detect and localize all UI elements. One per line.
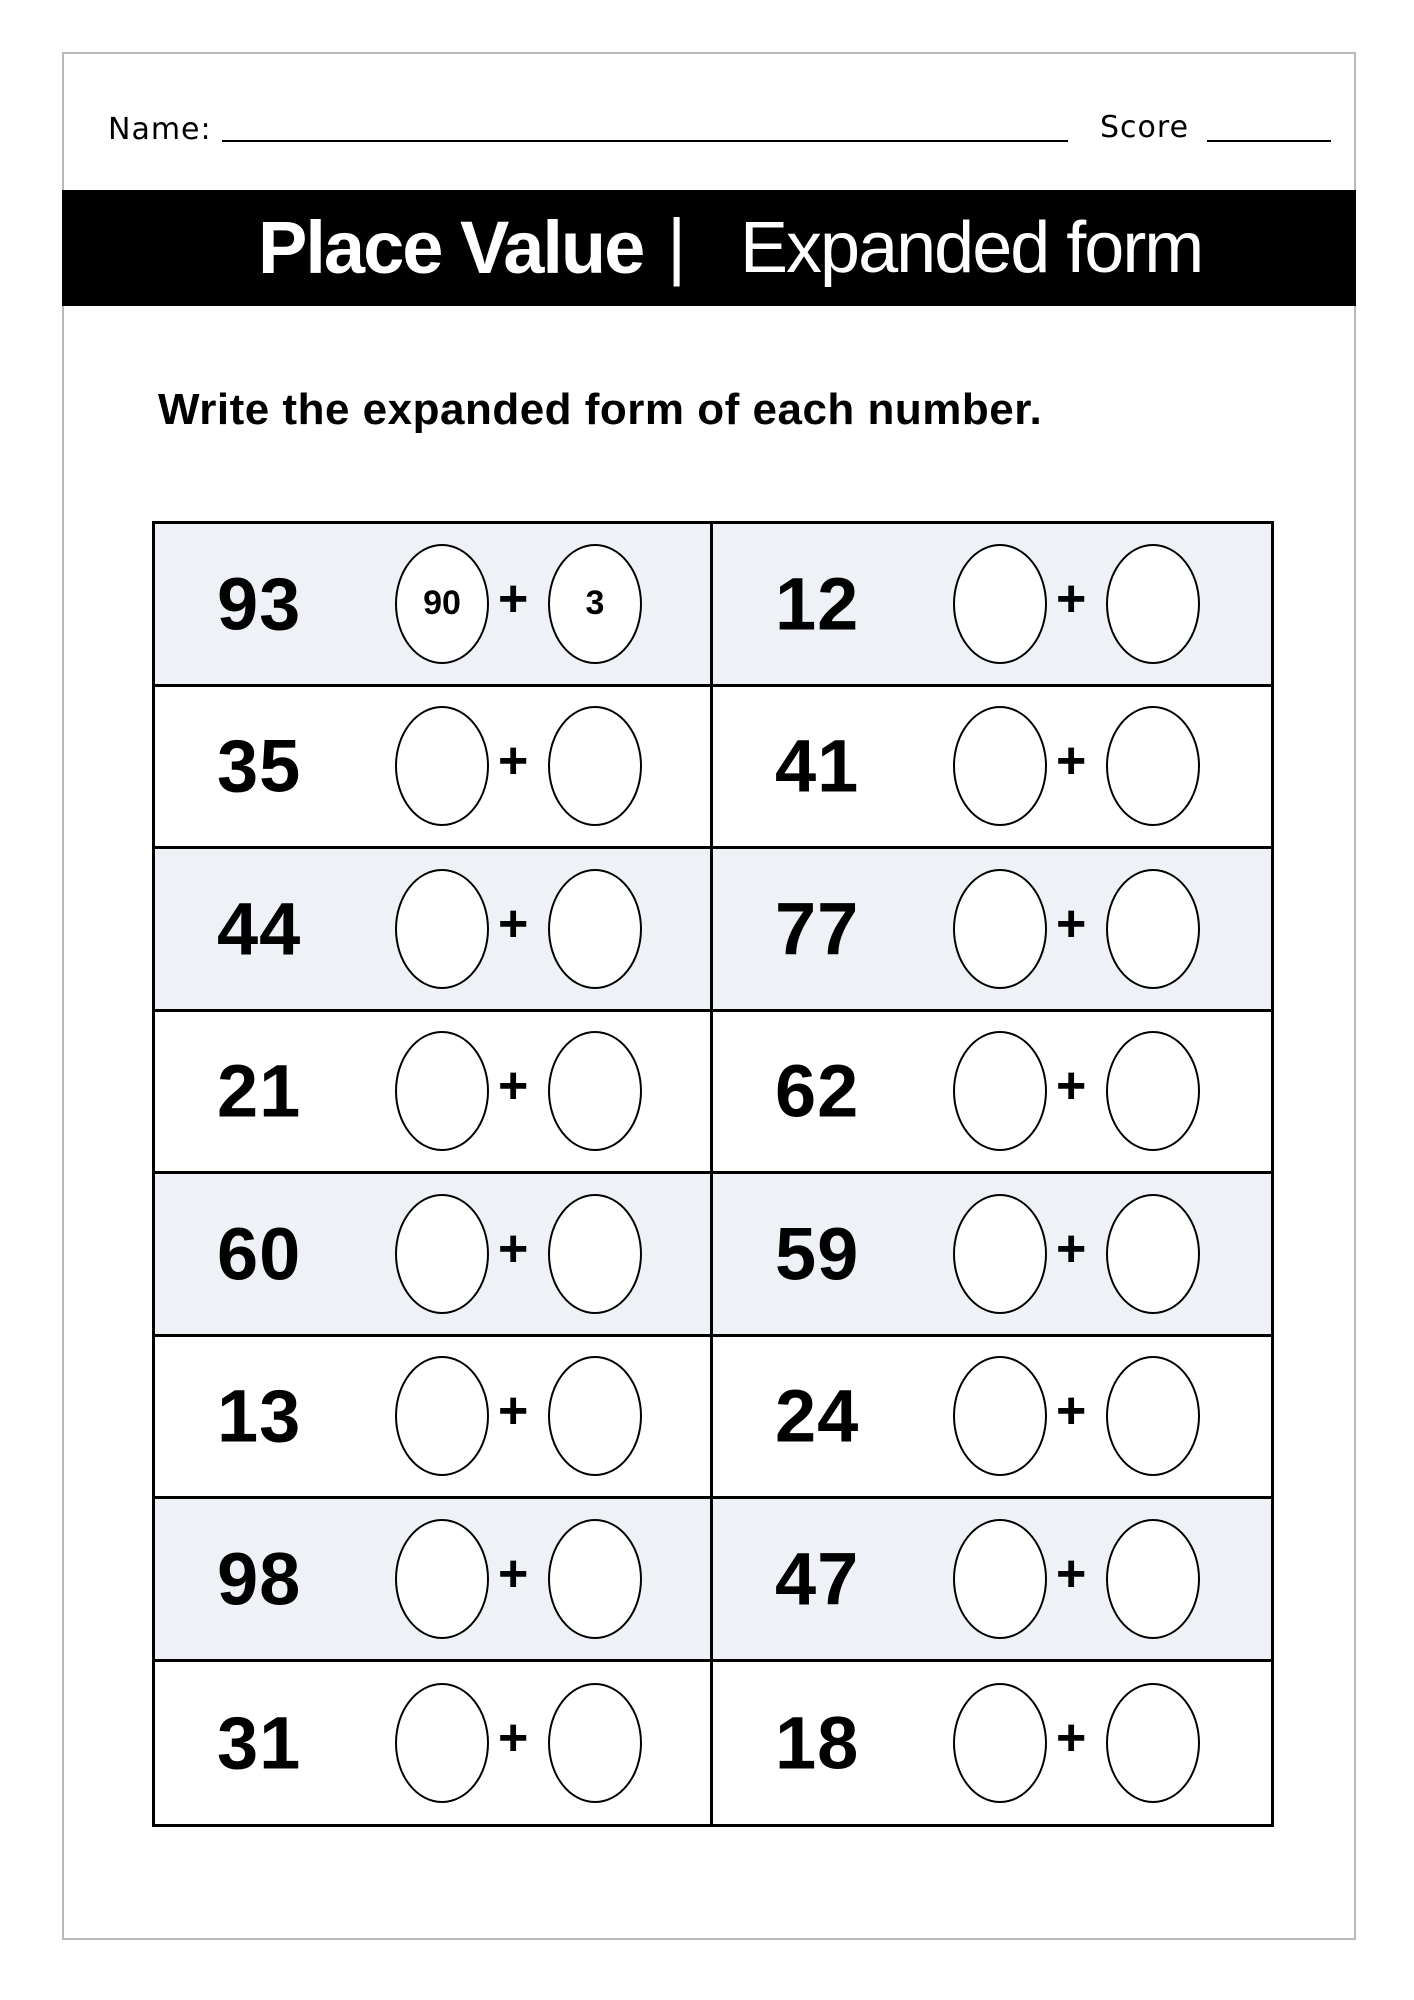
tens-answer-oval[interactable] <box>953 544 1047 664</box>
exercise-cell <box>155 524 713 687</box>
page-subtitle: Expanded form <box>740 208 1203 288</box>
ones-answer-oval[interactable] <box>1106 1519 1200 1639</box>
name-field[interactable] <box>222 140 1068 142</box>
exercise-cell <box>155 1337 713 1500</box>
ones-answer-oval[interactable] <box>548 1519 642 1639</box>
plus-sign: + <box>1056 1544 1087 1603</box>
plus-sign: + <box>498 894 529 953</box>
plus-sign: + <box>498 732 529 791</box>
exercise-number: 24 <box>775 1374 860 1458</box>
exercise-cell <box>713 524 1271 687</box>
tens-answer-oval[interactable] <box>953 1356 1047 1476</box>
score-field[interactable] <box>1207 140 1331 142</box>
ones-answer-oval[interactable] <box>548 1356 642 1476</box>
tens-answer-oval[interactable] <box>953 869 1047 989</box>
exercise-number: 35 <box>217 724 302 808</box>
ones-answer-oval[interactable] <box>1106 1683 1200 1803</box>
tens-answer-oval[interactable] <box>395 1031 489 1151</box>
ones-answer-oval[interactable] <box>1106 869 1200 989</box>
plus-sign: + <box>1056 1219 1087 1278</box>
exercise-number: 59 <box>775 1212 860 1296</box>
ones-answer-oval[interactable] <box>1106 1194 1200 1314</box>
exercise-number: 21 <box>217 1049 302 1133</box>
ones-answer-oval[interactable] <box>548 1194 642 1314</box>
title-banner <box>62 190 1356 306</box>
exercise-cell <box>155 849 713 1012</box>
tens-answer-oval[interactable]: 90 <box>395 544 489 664</box>
exercise-number: 47 <box>775 1537 860 1621</box>
exercise-number: 18 <box>775 1701 860 1785</box>
exercise-cell <box>155 1662 713 1825</box>
exercise-number: 31 <box>217 1701 302 1785</box>
title-separator: | <box>667 204 687 287</box>
tens-answer-oval[interactable] <box>953 1519 1047 1639</box>
exercise-number: 44 <box>217 887 302 971</box>
tens-answer-oval[interactable] <box>953 1194 1047 1314</box>
ones-answer-oval[interactable] <box>1106 706 1200 826</box>
exercise-number: 12 <box>775 562 860 646</box>
plus-sign: + <box>1056 1382 1087 1441</box>
tens-answer-oval[interactable] <box>395 1194 489 1314</box>
exercise-cell <box>713 1174 1271 1337</box>
tens-answer-oval[interactable] <box>395 1683 489 1803</box>
exercise-cell <box>713 1662 1271 1825</box>
plus-sign: + <box>498 1057 529 1116</box>
exercise-cell <box>155 1499 713 1662</box>
exercise-number: 93 <box>217 562 302 646</box>
exercise-number: 77 <box>775 887 860 971</box>
exercise-cell <box>713 1499 1271 1662</box>
tens-answer-oval[interactable] <box>953 706 1047 826</box>
exercise-table <box>152 521 1274 1827</box>
tens-answer-oval[interactable] <box>395 869 489 989</box>
ones-answer-oval[interactable] <box>548 1031 642 1151</box>
exercise-number: 41 <box>775 724 860 808</box>
exercise-cell <box>155 1174 713 1337</box>
exercise-number: 98 <box>217 1537 302 1621</box>
tens-answer-oval[interactable] <box>395 1356 489 1476</box>
plus-sign: + <box>1056 732 1087 791</box>
ones-answer-oval[interactable] <box>1106 1031 1200 1151</box>
name-label: Name: <box>108 112 212 147</box>
tens-answer-oval[interactable] <box>953 1683 1047 1803</box>
plus-sign: + <box>498 1708 529 1767</box>
exercise-cell <box>713 849 1271 1012</box>
ones-answer-oval[interactable] <box>548 869 642 989</box>
plus-sign: + <box>1056 894 1087 953</box>
exercise-cell <box>155 687 713 850</box>
exercise-number: 62 <box>775 1049 860 1133</box>
exercise-cell <box>713 1012 1271 1175</box>
tens-answer-oval[interactable] <box>953 1031 1047 1151</box>
plus-sign: + <box>1056 569 1087 628</box>
score-label: Score <box>1100 110 1190 145</box>
exercise-cell <box>713 687 1271 850</box>
plus-sign: + <box>498 1544 529 1603</box>
ones-answer-oval[interactable] <box>548 706 642 826</box>
ones-answer-oval[interactable]: 3 <box>548 544 642 664</box>
exercise-number: 13 <box>217 1374 302 1458</box>
instructions: Write the expanded form of each number. <box>158 385 1043 434</box>
plus-sign: + <box>1056 1057 1087 1116</box>
ones-answer-oval[interactable] <box>1106 544 1200 664</box>
tens-answer-oval[interactable] <box>395 706 489 826</box>
exercise-cell <box>713 1337 1271 1500</box>
ones-answer-oval[interactable] <box>1106 1356 1200 1476</box>
exercise-number: 60 <box>217 1212 302 1296</box>
ones-answer-oval[interactable] <box>548 1683 642 1803</box>
plus-sign: + <box>498 1219 529 1278</box>
exercise-cell <box>155 1012 713 1175</box>
tens-answer-oval[interactable] <box>395 1519 489 1639</box>
plus-sign: + <box>1056 1708 1087 1767</box>
plus-sign: + <box>498 1382 529 1441</box>
page-title: Place Value <box>258 206 644 289</box>
plus-sign: + <box>498 569 529 628</box>
